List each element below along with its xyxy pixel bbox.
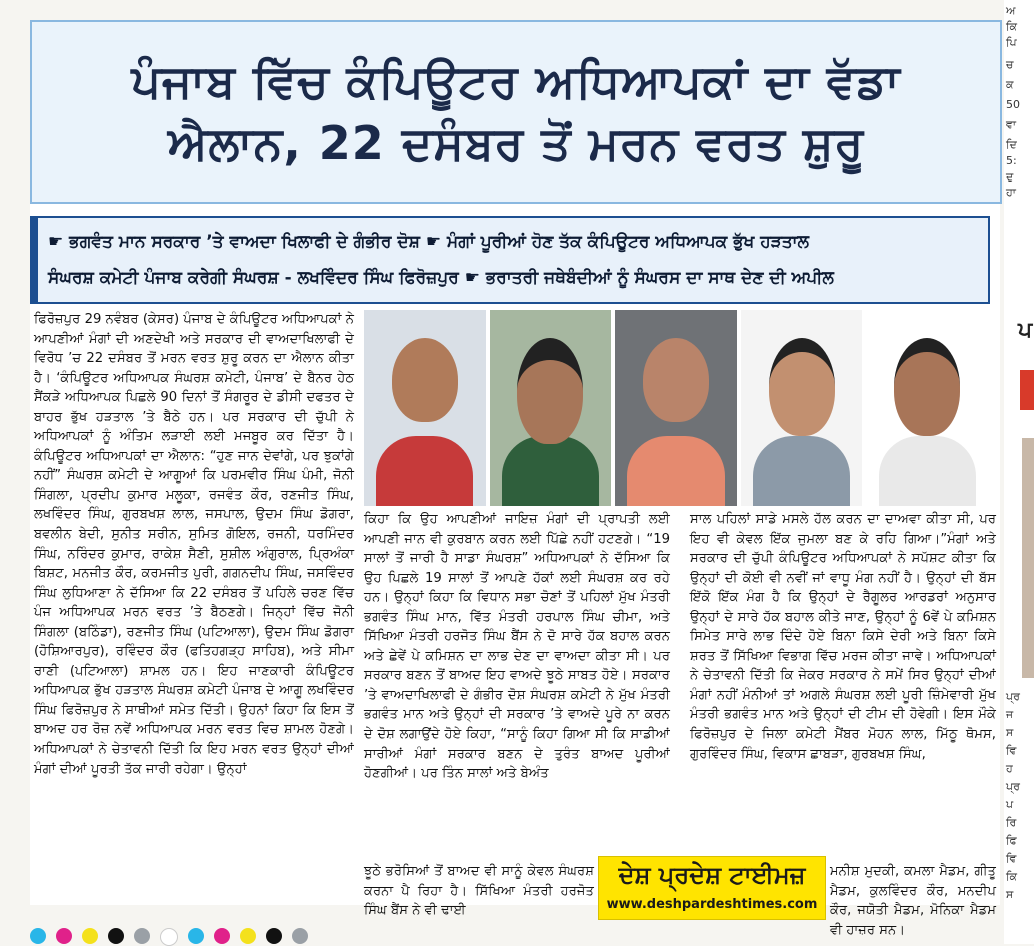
strip-fragment: ਕਿ bbox=[1006, 20, 1018, 33]
registration-dot bbox=[30, 928, 46, 944]
portrait-photo bbox=[741, 310, 863, 506]
portrait-photo bbox=[615, 310, 737, 506]
registration-dot bbox=[160, 928, 178, 946]
strip-fragment: ਸ bbox=[1006, 888, 1014, 901]
portrait-photo bbox=[364, 310, 486, 506]
portrait-photo bbox=[866, 310, 988, 506]
strip-fragment: ਪਿ bbox=[1006, 36, 1017, 49]
headline-line-1: ਪੰਜਾਬ ਵਿੱਚ ਕੰਪਿਊਟਰ ਅਧਿਆਪਕਾਂ ਦਾ ਵੱਡਾ bbox=[131, 54, 901, 108]
registration-marks bbox=[30, 928, 308, 944]
subheadline-line-1: ☛ ਭਗਵੰਤ ਮਾਨ ਸਰਕਾਰ ’ਤੇ ਵਾਅਦਾ ਖਿਲਾਫੀ ਦੇ ਗੰਭੀਰ ਦੋਸ਼ ☛ ਮੰਗਾਂ ਪੂਰੀਆਂ ਹੋਣ ਤੱਕ ਕੰਪਿਊਟਰ ਅਧਿਆਪਕ ਭੁੱਖ ਹੜਤਾਲ bbox=[48, 232, 810, 252]
strip-fragment: ਫਿ bbox=[1006, 834, 1017, 847]
strip-fragment: ਜ bbox=[1006, 708, 1014, 721]
strip-fragment: ਦਿ bbox=[1006, 138, 1017, 151]
strip-big-letter: ਪ bbox=[1018, 318, 1033, 343]
strip-fragment: ਹ bbox=[1006, 762, 1013, 775]
subheadline-line-2: ਸੰਘਰਸ਼ ਕਮੇਟੀ ਪੰਜਾਬ ਕਰੇਗੀ ਸੰਘਰਸ਼ - ਲਖਵਿੰਦਰ ਸਿੰਘ ਫਿਰੋਜ਼ਪੁਰ ☛ ਭਰਾਤਰੀ ਜਥੇਬੰਦੀਆਂ ਨੂੰ ਸੰਘਰਸ ਦਾ ਸਾਥ ਦੇਣ ਦੀ ਅਪੀਲ bbox=[48, 268, 834, 288]
subheadline-box bbox=[30, 216, 990, 304]
registration-dot bbox=[134, 928, 150, 944]
strip-fragment: ਕ bbox=[1006, 78, 1014, 91]
strip-fragment: ਵਿ bbox=[1006, 744, 1017, 757]
article-column-2: ਕਿਹਾ ਕਿ ਉਹ ਆਪਣੀਆਂ ਜਾਇਜ਼ ਮੰਗਾਂ ਦੀ ਪ੍ਰਾਪਤੀ ਲਈ ਆਪਣੀ ਜਾਨ ਵੀ ਕੁਰਬਾਨ ਕਰਨ ਲਈ ਪਿੱਛੇ ਨਹੀਂ ਹਟਣਗੇ। “19 ਸਾਲਾਂ ਤੋਂ ਜਾਰੀ ਹੈ ਸਾਡਾ ਸੰਘਰਸ਼” ਅਧਿਆਪਕਾਂ ਨੇ ਦੱਸਿਆ ਕਿ ਉਹ ਪਿਛਲੇ 19 ਸਾਲਾਂ ਤੋਂ ਆਪਣੇ ਹੱਕਾਂ ਲਈ ਸੰਘਰਸ਼ ਕਰ ਰਹੇ ਹਨ। ਉਨ੍ਹਾਂ ਕਿਹਾ ਕਿ ਵਿਧਾਨ ਸਭਾ ਚੋਣਾਂ ਤੋਂ ਪਹਿਲਾਂ ਮੁੱਖ ਮੰਤਰੀ ਭਗਵੰਤ ਸਿੰਘ ਮਾਨ, ਵਿੱਤ ਮੰਤਰੀ ਹਰਪਾਲ ਸਿੰਘ ਚੀਮਾ, ਅਤੇ ਸਿੱਖਿਆ ਮੰਤਰੀ ਹਰਜੋਤ ਸਿੰਘ ਬੈਂਸ ਨੇ ਦੋ ਸਾਰੇ ਹੱਕ ਬਹਾਲ ਕਰਨ ਅਤੇ ਛੇਵੇਂ ਪੇ ਕਮਿਸ਼ਨ ਦਾ ਲਾਭ ਦੇਣ ਦਾ ਵਾਅਦਾ ਕੀਤਾ ਸੀ। ਪਰ ਸਰਕਾਰ ਬਣਨ ਤੋਂ ਬਾਅਦ ਇਹ ਵਾਅਦੇ ਝੂਠੇ ਸਾਬਤ ਹੋਏ। ਸਰਕਾਰ ’ਤੇ ਵਾਅਦਾਖਿਲਾਫੀ ਦੇ ਗੰਭੀਰ ਦੋਸ਼ ਸੰਘਰਸ਼ ਕਮੇਟੀ ਨੇ ਮੁੱਖ ਮੰਤਰੀ ਭਗਵੰਤ ਮਾਨ ਅਤੇ ਉਨ੍ਹਾਂ ਦੀ ਸਰਕਾਰ ’ਤੇ ਵਾਅਦੇ ਪੂਰੇ ਨਾ ਕਰਨ ਦੇ ਦੋਸ਼ ਲਗਾਉਂਦੇ ਹੋਏ ਕਿਹਾ, “ਸਾਨੂੰ ਕਿਹਾ ਗਿਆ ਸੀ ਕਿ ਸਾਡੀਆਂ ਸਾਰੀਆਂ ਮੰਗਾਂ ਸਰਕਾਰ ਬਣਨ ਦੇ ਤੁਰੰਤ ਬਾਅਦ ਪੂਰੀਆਂ ਹੋਣਗੀਆਂ। ਪਰ ਤਿੰਨ ਸਾਲਾਂ ਅਤੇ ਬੇਅੰਤ bbox=[364, 512, 670, 782]
headline-box bbox=[30, 20, 1002, 204]
registration-dot bbox=[214, 928, 230, 944]
strip-fragment: 50 bbox=[1006, 98, 1020, 111]
strip-fragment: ਪ੍ਰ bbox=[1006, 780, 1020, 793]
strip-fragment: ਚ bbox=[1006, 58, 1014, 71]
strip-fragment: ਅ bbox=[1006, 4, 1016, 17]
news-article bbox=[30, 20, 1000, 938]
strip-fragment: ਵਾ bbox=[1006, 118, 1017, 131]
article-column-3: ਸਾਲ ਪਹਿਲਾਂ ਸਾਡੇ ਮਸਲੇ ਹੱਲ ਕਰਨ ਦਾ ਦਾਅਵਾ ਕੀਤਾ ਸੀ, ਪਰ ਇਹ ਵੀ ਕੇਵਲ ਇੱਕ ਜੁਮਲਾ ਬਣ ਕੇ ਰਹਿ ਗਿਆ।”ਮੰਗਾਂ ਅਤੇ ਸਰਕਾਰ ਦੀ ਚੁੱਪੀ ਕੰਪਿਊਟਰ ਅਧਿਆਪਕਾਂ ਨੇ ਸਪੱਸ਼ਟ ਕੀਤਾ ਕਿ ਉਨ੍ਹਾਂ ਦੀ ਕੋਈ ਵੀ ਨਵੀਂ ਜਾਂ ਵਾਧੂ ਮੰਗ ਨਹੀਂ ਹੈ। ਉਨ੍ਹਾਂ ਦੀ ਬੱਸ ਇੱਕੋ ਇੱਕ ਮੰਗ ਹੈ ਕਿ ਉਨ੍ਹਾਂ ਦੇ ਰੈਗੂਲਰ ਆਰਡਰਾਂ ਅਨੁਸਾਰ ਉਨ੍ਹਾਂ ਦੇ ਸਾਰੇ ਹੱਕ ਬਹਾਲ ਕੀਤੇ ਜਾਣ, ਉਨ੍ਹਾਂ ਨੂੰ 6ਵੇਂ ਪੇ ਕਮਿਸ਼ਨ ਸਿਮੇਤ ਸਾਰੇ ਲਾਭ ਦਿੰਦੇ ਹੋਏ ਬਿਨਾ ਕਿਸੇ ਦੇਰੀ ਅਤੇ ਬਿਨਾ ਕਿਸੇ ਸ਼ਰਤ ਤੋਂ ਸਿੱਖਿਆ ਵਿਭਾਗ ਵਿੱਚ ਮਰਜ ਕੀਤਾ ਜਾਵੇ। ਅਧਿਆਪਕਾਂ ਨੇ ਚੇਤਾਵਨੀ ਦਿੱਤੀ ਕਿ ਜੇਕਰ ਸਰਕਾਰ ਨੇ ਸਮੇਂ ਸਿਰ ਉਨ੍ਹਾਂ ਦੀਆਂ ਮੰਗਾਂ ਨਹੀਂ ਮੰਨੀਆਂ ਤਾਂ ਅਗਲੇ ਸੰਘਰਸ਼ ਲਈ ਪੂਰੀ ਜ਼ਿੰਮੇਵਾਰੀ ਮੁੱਖ ਮੰਤਰੀ ਭਗਵੰਤ ਮਾਨ ਅਤੇ ਉਨ੍ਹਾਂ ਦੀ ਟੀਮ ਦੀ ਹੋਵੇਗੀ। ਇਸ ਮੌਕੇ ਫਿਰੋਜ਼ਪੁਰ ਦੇ ਜਿਲਾ ਕਮੇਟੀ ਮੈਂਬਰ ਮੋਹਨ ਲਾਲ, ਮਿੱਠੂ ਥੋਮਸ, ਗੁਰਵਿੰਦਰ ਸਿੰਘ, ਵਿਕਾਸ ਛਾਬੜਾ, ਗੁਰਬਖਸ਼ ਸਿੰਘ, bbox=[690, 512, 996, 762]
strip-fragment: ਹਾ bbox=[1006, 186, 1016, 199]
newspaper-brand-box bbox=[598, 856, 826, 920]
strip-fragment: ਵਿ bbox=[1006, 852, 1017, 865]
strip-photo-fragment bbox=[1022, 438, 1034, 678]
newspaper-url: www.deshpardeshtimes.com bbox=[606, 897, 818, 912]
registration-dot bbox=[82, 928, 98, 944]
strip-fragment: 5: bbox=[1006, 154, 1017, 167]
registration-dot bbox=[266, 928, 282, 944]
strip-fragment: ਸ bbox=[1006, 726, 1014, 739]
article-column-2-tail: ਝੂਠੇ ਭਰੋਸਿਆਂ ਤੋਂ ਬਾਅਦ ਵੀ ਸਾਨੂੰ ਕੇਵਲ ਸੰਘਰਸ਼ ਕਰਨਾ ਪੈ ਰਿਹਾ ਹੈ। ਸਿੱਖਿਆ ਮੰਤਰੀ ਹਰਜੋਤ ਸਿੰਘ ਬੈਂਸ ਨੇ ਵੀ ਢਾਈ bbox=[364, 864, 594, 919]
strip-fragment: ਕਿ bbox=[1006, 870, 1018, 883]
registration-dot bbox=[240, 928, 256, 944]
registration-dot bbox=[108, 928, 124, 944]
strip-fragment: ਪ੍ਰ bbox=[1006, 690, 1020, 703]
portrait-photo bbox=[490, 310, 612, 506]
adjacent-article-strip bbox=[1004, 0, 1034, 944]
headline-line-2: ਐਲਾਨ, 22 ਦਸੰਬਰ ਤੋਂ ਮਰਨ ਵਰਤ ਸ਼ੁਰੂ bbox=[167, 116, 865, 170]
photo-row bbox=[364, 310, 988, 506]
article-column-1: ਫਿਰੋਜ਼ਪੁਰ 29 ਨਵੰਬਰ (ਕੇਸਰ) ਪੰਜਾਬ ਦੇ ਕੰਪਿਊਟਰ ਅਧਿਆਪਕਾਂ ਨੇ ਆਪਣੀਆਂ ਮੰਗਾਂ ਦੀ ਅਣਦੇਖੀ ਅਤੇ ਸਰਕਾਰ ਦੀ ਵਾਅਦਾਖਿਲਾਫੀ ਦੇ ਵਿਰੋਧ ’ਚ 22 ਦਸੰਬਰ ਤੋਂ ਮਰਨ ਵਰਤ ਸ਼ੁਰੂ ਕਰਨ ਦਾ ਐਲਾਨ ਕੀਤਾ ਹੈ। ‘ਕੰਪਿਊਟਰ ਅਧਿਆਪਕ ਸੰਘਰਸ਼ ਕਮੇਟੀ, ਪੰਜਾਬ’ ਦੇ ਬੈਨਰ ਹੇਠ ਸੈਂਕੜੇ ਅਧਿਆਪਕ ਪਿਛਲੇ 90 ਦਿਨਾਂ ਤੋਂ ਸੰਗਰੂਰ ਦੇ ਡੀਸੀ ਦਫਤਰ ਦੇ ਬਾਹਰ ਭੁੱਖ ਹੜਤਾਲ ’ਤੇ ਬੈਠੇ ਹਨ। ਪਰ ਸਰਕਾਰ ਦੀ ਚੁੱਪੀ ਨੇ ਅਧਿਆਪਕਾਂ ਨੂੰ ਅੰਤਿਮ ਲੜਾਈ ਲਈ ਮਜਬੂਰ ਕਰ ਦਿੱਤਾ ਹੈ। ਕੰਪਿਊਟਰ ਅਧਿਆਪਕਾਂ ਦਾ ਐਲਾਨ: “ਹੁਣ ਜਾਨ ਦੇਵਾਂਗੇ, ਪਰ ਝੁਕਾਂਗੇ ਨਹੀਂ” ਸੰਘਰਸ਼ ਕਮੇਟੀ ਦੇ ਆਗੂਆਂ ਕਿ ਪਰਮਵੀਰ ਸਿੰਘ ਪੰਮੀ, ਜੋਨੀ ਸਿੰਗਲਾ, ਪ੍ਰਦੀਪ ਕੁਮਾਰ ਮਲੂਕਾ, ਰਜਵੰਤ ਕੌਰ, ਰਣਜੀਤ ਸਿੰਘ, ਲਖਵਿੰਦਰ ਸਿੰਘ, ਗੁਰਬਖਸ਼ ਲਾਲ, ਜਸਪਾਲ, ਉਦਮ ਸਿੰਘ ਡੋਗਰਾ, ਬਵਲੀਨ ਬੇਦੀ, ਸੁਨੀਤ ਸਰੀਨ, ਸੁਮਿਤ ਗੋਇਲ, ਰਜਨੀ, ਧਰਮਿੰਦਰ ਸਿੰਘ, ਨਰਿੰਦਰ ਕੁਮਾਰ, ਰਾਕੇਸ਼ ਸੈਣੀ, ਸੁਸ਼ੀਲ ਅੰਗੁਰਾਲ, ਪ੍ਰਿਅੰਕਾ ਬਿਸ਼ਟ, ਮਨਜੀਤ ਕੌਰ, ਕਰਮਜੀਤ ਪੁਰੀ, ਗਗਨਦੀਪ ਸਿੰਘ, ਜਸਵਿੰਦਰ ਸਿੰਘ ਲੁਧਿਆਣਾ ਨੇ ਦੱਸਿਆ ਕਿ 22 ਦਸੰਬਰ ਤੋਂ ਪਹਿਲੇ ਚਰਣ ਵਿੱਚ ਪੰਜ ਅਧਿਆਪਕ ਮਰਨ ਵਰਤ ’ਤੇ ਬੈਠਣਗੇ। ਜਿਨ੍ਹਾਂ ਵਿੱਚ ਜੋਨੀ ਸਿੰਗਲਾ (ਬਠਿੰਡਾ), ਰਣਜੀਤ ਸਿੰਘ (ਪਟਿਆਲਾ), ਉਦਮ ਸਿੰਘ ਡੋਗਰਾ (ਹੋਸ਼ਿਆਰਪੁਰ), ਰਵਿੰਦਰ ਕੌਰ (ਫਤਿਹਗੜ੍ਹ ਸਾਹਿਬ), ਅਤੇ ਸੀਮਾ ਰਾਣੀ (ਪਟਿਆਲਾ) ਸ਼ਾਮਲ ਹਨ। ਇਹ ਜਾਣਕਾਰੀ ਕੰਪਿਊਟਰ ਅਧਿਆਪਕ ਭੁੱਖ ਹੜਤਾਲ ਸੰਘਰਸ਼ ਕਮੇਟੀ ਪੰਜਾਬ ਦੇ ਆਗੂ ਲਖਵਿੰਦਰ ਸਿੰਘ ਫਿਰੋਜ਼ਪੁਰ ਨੇ ਸਾਥੀਆਂ ਸਮੇਤ ਦਿੱਤੀ। ਉਹਨਾਂ ਕਿਹਾ ਕਿ ਇਸ ਤੋਂ ਬਾਅਦ ਹਰ ਰੋਜ਼ ਨਵੇਂ ਅਧਿਆਪਕ ਮਰਨ ਵਰਤ ਵਿਚ ਸ਼ਾਮਲ ਹੋਣਗੇ। ਅਧਿਆਪਕਾਂ ਨੇ ਚੇਤਾਵਨੀ ਦਿੱਤੀ ਕਿ ਇਹ ਮਰਨ ਵਰਤ ਉਨ੍ਹਾਂ ਦੀਆਂ ਮੰਗਾਂ ਦੀਆਂ ਪੂਰਤੀ ਤੱਕ ਜਾਰੀ ਰਹੇਗਾ। ਉਨ੍ਹਾਂ bbox=[34, 312, 354, 777]
newspaper-name: ਦੇਸ਼ ਪ੍ਰਦੇਸ਼ ਟਾਈਮਜ਼ bbox=[618, 861, 806, 889]
strip-fragment: ਪ bbox=[1006, 798, 1014, 811]
registration-dot bbox=[56, 928, 72, 944]
registration-dot bbox=[188, 928, 204, 944]
registration-dot bbox=[292, 928, 308, 944]
strip-fragment: ਰਿ bbox=[1006, 816, 1017, 829]
strip-fragment: ਦੁ bbox=[1006, 170, 1014, 183]
strip-red-block bbox=[1020, 370, 1034, 410]
article-column-3-tail: ਮਨੀਸ਼ ਮੁਦਕੀ, ਕਮਲਾ ਮੈਡਮ, ਗੀਤੂ ਮੈਡਮ, ਕੁਲਵਿੰਦਰ ਕੌਰ, ਮਨਦੀਪ ਕੌਰ, ਜਯੋਤੀ ਮੈਡਮ, ਮੋਨਿਕਾ ਮੈਡਮ ਵੀ ਹਾਜ਼ਰ ਸਨ। bbox=[830, 864, 996, 938]
